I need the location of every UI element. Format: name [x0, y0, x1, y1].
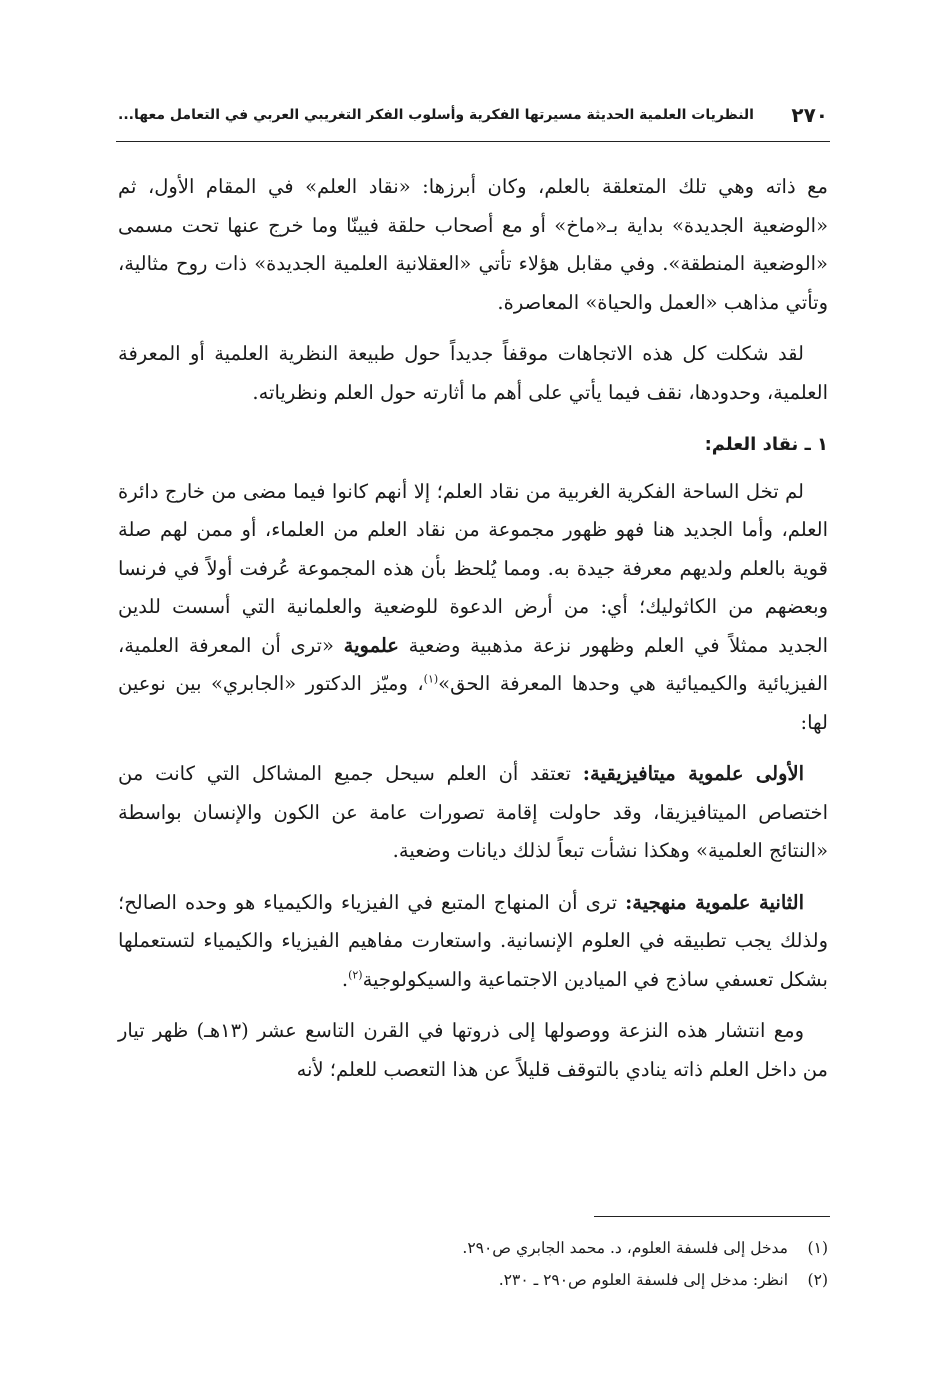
footnote-text: انظر: مدخل إلى فلسفة العلوم ص٢٩٠ ـ ٢٣٠.: [498, 1271, 788, 1289]
footnote-ref[interactable]: (١): [423, 672, 439, 686]
footnote-divider: [594, 1216, 830, 1217]
bold-term: الأولى علموية ميتافيزيقية:: [582, 762, 805, 785]
paragraph: الأولى علموية ميتافيزيقية: تعتقد أن العلم سيحل جميع المشاكل التي كانت من اختصاص الميتافيزيقا، وقد حاولت إقامة تصورات عامة عن الكون والإنسان بواسطة «النتائج العلمية» وهكذا نشأت تبعاً لذلك ديانات وضعية.: [118, 762, 828, 862]
paragraph: لقد شكلت كل هذه الاتجاهات موقفاً جديداً حول طبيعة النظرية العلمية أو المعرفة العلمية، وحدودها، نقف فيما يأتي على أهم ما أثارته حول العلم ونظرياته.: [118, 342, 828, 404]
footnote-item: [118, 1264, 828, 1296]
page-header: [118, 98, 828, 132]
page-number: ٢٧٠: [791, 103, 828, 127]
header-divider: [116, 141, 830, 142]
footnote-number: (١): [807, 1239, 828, 1257]
footnotes: [118, 1232, 828, 1296]
footnote-item: [118, 1232, 828, 1264]
bold-term: الثانية علموية منهجية:: [625, 890, 805, 914]
bold-term: علموية: [343, 633, 399, 657]
footnote-number: (٢): [807, 1271, 828, 1289]
paragraph: الثانية علموية منهجية: ترى أن المنهاج المتبع في الفيزياء والكيمياء هو وحده الصالح؛ ولذلك يجب تطبيقه في العلوم الإنسانية. واستعارت مفاهيم الفيزياء والكيمياء لتستعملها بشكل تعسفي ساذج في الميادين الاجتماعية والسيكولوجية$^{(٢)}$.: [118, 890, 828, 991]
paragraph: لم تخل الساحة الفكرية الغربية من نقاد العلم؛ إلا أنهم كانوا فيما مضى من خارج دائرة العلم، وأما الجديد هنا فهو ظهور مجموعة من نقاد العلم من العلماء، أو ممن لهم صلة قوية بالعلم ولديهم معرفة جيدة به. ومما يُلحظ بأن هذه المجموعة عُرفت أولاً في فرنسا وبعضهم من الكاثوليك؛ أي: من أرض الدعوة للوضعية والعلمانية التي أسست للدين الجديد ممثلاً في العلم وظهور نزعة مذهبية وضعية علموية «ترى أن المعرفة العلمية، الفيزيائية والكيميائية هي وحدها المعرفة الحق»$^{(١)}$، وميّز الدكتور «الجابري» بين نوعين لها:: [118, 479, 828, 734]
section-heading: ١ ـ نقاد العلم:: [704, 434, 828, 455]
paragraph: ومع انتشار هذه النزعة ووصولها إلى ذروتها في القرن التاسع عشر (١٣هـ) ظهر تيار من داخل العلم ذاته ينادي بالتوقف قليلاً عن هذا التعصب للعلم؛ لأنه: [118, 1019, 828, 1081]
footnote-text: مدخل إلى فلسفة العلوم، د. محمد الجابري ص٢٩٠.: [462, 1239, 788, 1257]
paragraph: مع ذاته وهي تلك المتعلقة بالعلم، وكان أبرزها: «نقاد العلم» في المقام الأول، ثم «الوضعية الجديدة» بداية بـ«ماخ» أو مع أصحاب حلقة فيينّا وما خرج عنها تحت مسمى «الوضعية المنطقة». وفي مقابل هؤلاء تأتي «العقلانية العلمية الجديدة» ذات روح مثالية، وتأتي مذاهب «العمل والحياة» المعاصرة.: [118, 175, 828, 314]
main-text: [118, 168, 828, 1102]
footnote-ref[interactable]: (٢): [348, 968, 363, 981]
running-title: النظريات العلمية الحديثة مسيرتها الفكرية وأسلوب الفكر التغريبي العربي في التعامل معها...: [118, 107, 754, 123]
